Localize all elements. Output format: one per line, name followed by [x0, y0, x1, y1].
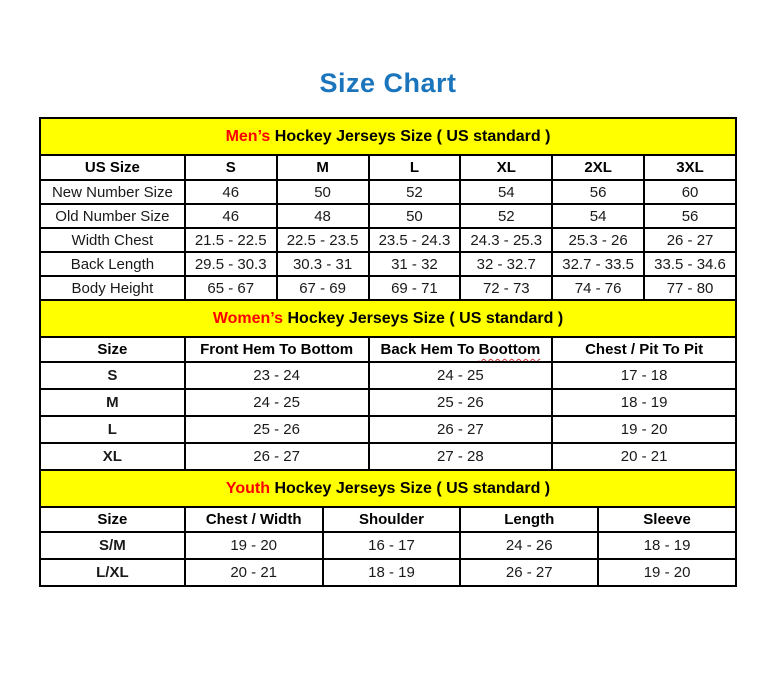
cell-value: 26 - 27: [644, 228, 736, 252]
table-row: [40, 532, 736, 559]
cell-value: 48: [277, 204, 369, 228]
column-header: Sleeve: [598, 507, 736, 532]
column-header: L: [369, 155, 461, 180]
mens-section-accent: Men’s: [225, 127, 271, 145]
youth-section-accent: Youth: [225, 479, 270, 497]
cell-value: 46: [185, 180, 277, 204]
column-header: Front Hem To Bottom: [185, 337, 369, 362]
column-header: Size: [40, 507, 185, 532]
cell-value: 18 - 19: [598, 532, 736, 559]
cell-value: 60: [644, 180, 736, 204]
row-label: New Number Size: [40, 180, 185, 204]
youth-column-header-row: [40, 507, 736, 532]
womens-column-header-row: [40, 337, 736, 362]
mens-section-header-row: [40, 118, 736, 155]
cell-value: 24 - 26: [460, 532, 598, 559]
cell-value: 32 - 32.7: [460, 252, 552, 276]
row-label: Back Length: [40, 252, 185, 276]
column-header: Size: [40, 337, 185, 362]
cell-value: 20 - 21: [552, 443, 736, 470]
table-row: [40, 362, 736, 389]
cell-value: 17 - 18: [552, 362, 736, 389]
cell-value: 32.7 - 33.5: [552, 252, 644, 276]
cell-value: 67 - 69: [277, 276, 369, 300]
row-label: S/M: [40, 532, 185, 559]
cell-value: 24 - 25: [185, 389, 369, 416]
column-header: Chest / Width: [185, 507, 323, 532]
cell-value: 50: [369, 204, 461, 228]
cell-value: 33.5 - 34.6: [644, 252, 736, 276]
row-label: S: [40, 362, 185, 389]
womens-section-rest: Hockey Jerseys Size ( US standard ): [283, 309, 564, 327]
cell-value: 25.3 - 26: [552, 228, 644, 252]
cell-value: 22.5 - 23.5: [277, 228, 369, 252]
cell-value: 26 - 27: [460, 559, 598, 586]
cell-value: 54: [552, 204, 644, 228]
table-row: [40, 180, 736, 204]
youth-section-header: [40, 470, 736, 507]
table-row: [40, 276, 736, 300]
womens-section-header: [40, 300, 736, 337]
table-row: [40, 443, 736, 470]
cell-value: 52: [369, 180, 461, 204]
row-label: Body Height: [40, 276, 185, 300]
cell-value: 52: [460, 204, 552, 228]
column-header: M: [277, 155, 369, 180]
cell-value: 54: [460, 180, 552, 204]
cell-value: 56: [644, 204, 736, 228]
cell-value: 30.3 - 31: [277, 252, 369, 276]
table-row: [40, 228, 736, 252]
cell-value: 18 - 19: [552, 389, 736, 416]
cell-value: 69 - 71: [369, 276, 461, 300]
column-header: [369, 337, 553, 362]
column-header: Shoulder: [323, 507, 461, 532]
cell-value: 56: [552, 180, 644, 204]
cell-value: 24.3 - 25.3: [460, 228, 552, 252]
cell-value: 18 - 19: [323, 559, 461, 586]
cell-value: 31 - 32: [369, 252, 461, 276]
row-label: XL: [40, 443, 185, 470]
back-hem-misspelled-word: Boottom: [478, 341, 541, 358]
cell-value: 29.5 - 30.3: [185, 252, 277, 276]
cell-value: 27 - 28: [369, 443, 553, 470]
column-header: Length: [460, 507, 598, 532]
cell-value: 72 - 73: [460, 276, 552, 300]
table-row: [40, 204, 736, 228]
column-header: S: [185, 155, 277, 180]
row-label: M: [40, 389, 185, 416]
womens-size-table: [39, 299, 737, 471]
table-row: [40, 389, 736, 416]
youth-section-rest: Hockey Jerseys Size ( US standard ): [270, 479, 551, 497]
table-row: [40, 559, 736, 586]
row-label: Old Number Size: [40, 204, 185, 228]
column-header: 2XL: [552, 155, 644, 180]
cell-value: 24 - 25: [369, 362, 553, 389]
cell-value: 25 - 26: [369, 389, 553, 416]
cell-value: 23 - 24: [185, 362, 369, 389]
column-header: Chest / Pit To Pit: [552, 337, 736, 362]
cell-value: 19 - 20: [552, 416, 736, 443]
table-row: [40, 252, 736, 276]
table-row: [40, 416, 736, 443]
back-hem-prefix: Back Hem To: [380, 341, 475, 358]
womens-section-accent: Women’s: [212, 309, 284, 327]
cell-value: 23.5 - 24.3: [369, 228, 461, 252]
youth-section-header-row: [40, 470, 736, 507]
page-title: Size Chart: [319, 68, 457, 98]
mens-section-rest: Hockey Jerseys Size ( US standard ): [270, 127, 551, 145]
size-chart: [39, 117, 737, 587]
cell-value: 46: [185, 204, 277, 228]
column-header: US Size: [40, 155, 185, 180]
cell-value: 20 - 21: [185, 559, 323, 586]
row-label: Width Chest: [40, 228, 185, 252]
row-label: L/XL: [40, 559, 185, 586]
cell-value: 77 - 80: [644, 276, 736, 300]
cell-value: 26 - 27: [369, 416, 553, 443]
mens-column-header-row: [40, 155, 736, 180]
cell-value: 74 - 76: [552, 276, 644, 300]
row-label: L: [40, 416, 185, 443]
cell-value: 19 - 20: [598, 559, 736, 586]
mens-size-table: [39, 117, 737, 301]
cell-value: 25 - 26: [185, 416, 369, 443]
column-header: 3XL: [644, 155, 736, 180]
cell-value: 19 - 20: [185, 532, 323, 559]
column-header: XL: [460, 155, 552, 180]
cell-value: 65 - 67: [185, 276, 277, 300]
cell-value: 21.5 - 22.5: [185, 228, 277, 252]
womens-section-header-row: [40, 300, 736, 337]
cell-value: 50: [277, 180, 369, 204]
mens-section-header: [40, 118, 736, 155]
cell-value: 26 - 27: [185, 443, 369, 470]
cell-value: 16 - 17: [323, 532, 461, 559]
youth-size-table: [39, 469, 737, 587]
